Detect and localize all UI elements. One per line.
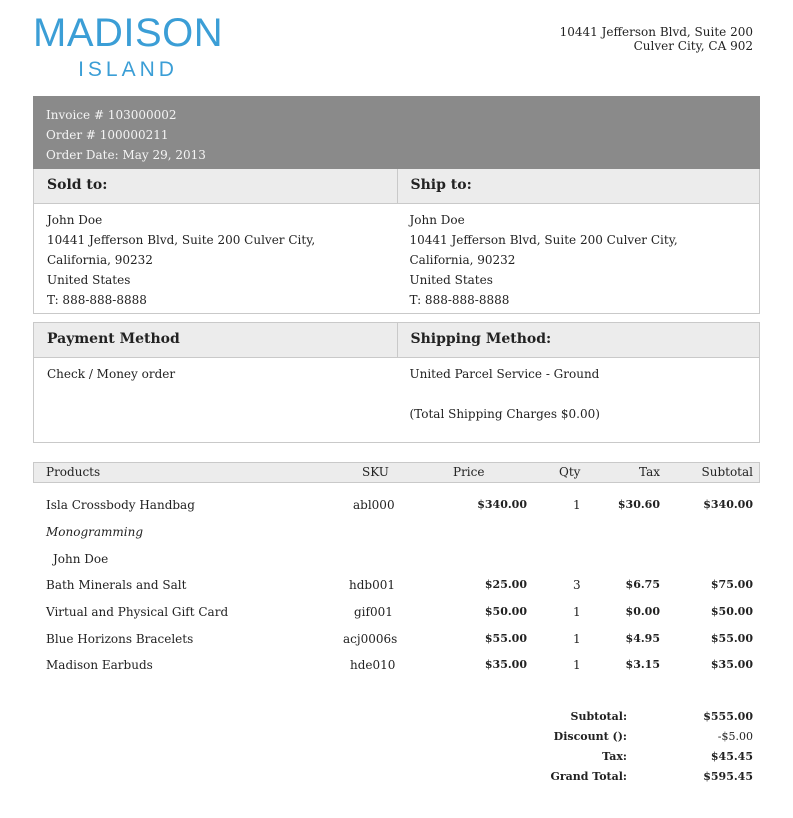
item-tax: $6.75 [625, 578, 660, 591]
logo-main-text: MADISON [33, 11, 224, 55]
ship-to-region: California, 90232 [409, 253, 516, 267]
store-address [560, 25, 753, 53]
ship-to-street: 10441 Jefferson Blvd, Suite 200 Culver City, [409, 233, 678, 247]
item-sku: abl000 [353, 498, 395, 512]
payment-shipping-section [33, 322, 760, 443]
table-row [0, 498, 793, 518]
col-header-qty: Qty [559, 465, 581, 479]
grand-total-value: $595.45 [703, 770, 753, 783]
item-qty: 1 [573, 498, 581, 512]
shipping-method-title: Shipping Method: [397, 323, 760, 357]
item-price: $25.00 [484, 578, 527, 591]
ship-to-title: Ship to: [397, 169, 760, 203]
subtotal-label: Subtotal: [570, 710, 627, 723]
totals-section [493, 710, 753, 790]
shipping-method [397, 358, 760, 424]
tax-value: $45.45 [710, 750, 753, 763]
logo-sub-text: ISLAND [78, 58, 178, 81]
table-row [0, 578, 793, 598]
item-subtotal: $75.00 [710, 578, 753, 591]
item-price: $50.00 [484, 605, 527, 618]
sold-to-street: 10441 Jefferson Blvd, Suite 200 Culver City, [47, 233, 316, 247]
item-subtotal: $55.00 [710, 632, 753, 645]
item-qty: 3 [573, 578, 581, 592]
col-header-sku: SKU [362, 465, 389, 479]
totals-row-grand-total [493, 770, 753, 790]
sold-to-country: United States [47, 273, 131, 287]
sold-to-region: California, 90232 [47, 253, 153, 267]
item-tax: $3.15 [625, 658, 660, 671]
col-header-subtotal: Subtotal [701, 465, 753, 479]
item-subtotal: $35.00 [710, 658, 753, 671]
payment-method-title: Payment Method [47, 331, 180, 347]
tax-label: Tax: [602, 750, 627, 763]
invoice-header [33, 96, 760, 169]
totals-row-discount [493, 730, 753, 750]
shipping-method-value: United Parcel Service - Ground [409, 367, 600, 381]
col-header-products: Products [46, 465, 101, 479]
sold-to-name: John Doe [47, 213, 103, 227]
item-name: Blue Horizons Bracelets [46, 632, 194, 646]
sold-to-address [34, 204, 397, 310]
shipping-charges: (Total Shipping Charges $0.00) [409, 407, 600, 421]
discount-label: Discount (): [553, 730, 627, 743]
address-section [33, 169, 760, 314]
item-price: $55.00 [484, 632, 527, 645]
item-qty: 1 [573, 632, 581, 646]
item-qty: 1 [573, 658, 581, 672]
ship-to-phone: T: 888-888-8888 [409, 293, 510, 307]
table-row-option-value [0, 552, 793, 572]
table-row [0, 658, 793, 678]
products-table-header [33, 462, 760, 483]
item-name: Virtual and Physical Gift Card [46, 605, 229, 619]
col-header-tax: Tax [639, 465, 660, 479]
payment-method-value: Check / Money order [47, 367, 176, 381]
item-tax: $4.95 [625, 632, 660, 645]
store-address-line1: 10441 Jefferson Blvd, Suite 200 [559, 25, 753, 39]
item-option-value: John Doe [53, 552, 109, 566]
grand-total-label: Grand Total: [550, 770, 627, 783]
item-sku: gif001 [354, 605, 393, 619]
invoice-number: Invoice # 103000002 [46, 108, 177, 122]
col-header-price: Price [453, 465, 485, 479]
item-price: $340.00 [477, 498, 527, 511]
discount-value: -$5.00 [717, 730, 753, 743]
item-name: Madison Earbuds [46, 658, 153, 672]
ship-to-name: John Doe [409, 213, 465, 227]
subtotal-value: $555.00 [703, 710, 753, 723]
item-name: Isla Crossbody Handbag [46, 498, 195, 512]
item-subtotal: $50.00 [710, 605, 753, 618]
item-subtotal: $340.00 [703, 498, 753, 511]
order-number: Order # 100000211 [46, 128, 169, 142]
payment-method [34, 358, 397, 424]
item-sku: acj0006s [343, 632, 398, 646]
logo [33, 12, 223, 82]
item-sku: hde010 [350, 658, 396, 672]
ship-to-country: United States [409, 273, 493, 287]
table-row [0, 632, 793, 652]
item-tax: $30.60 [617, 498, 660, 511]
table-row [0, 605, 793, 625]
item-price: $35.00 [484, 658, 527, 671]
order-date: Order Date: May 29, 2013 [46, 148, 206, 162]
sold-to-phone: T: 888-888-8888 [47, 293, 147, 307]
item-sku: hdb001 [349, 578, 395, 592]
item-tax: $0.00 [625, 605, 660, 618]
item-option-label: Monogramming [46, 525, 144, 539]
item-name: Bath Minerals and Salt [46, 578, 187, 592]
item-qty: 1 [573, 605, 581, 619]
table-row-option [0, 525, 793, 545]
totals-row-tax [493, 750, 753, 770]
totals-row-subtotal [493, 710, 753, 730]
ship-to-address [397, 204, 760, 310]
store-address-line2: Culver City, CA 902 [633, 39, 753, 53]
sold-to-title: Sold to: [47, 177, 108, 193]
